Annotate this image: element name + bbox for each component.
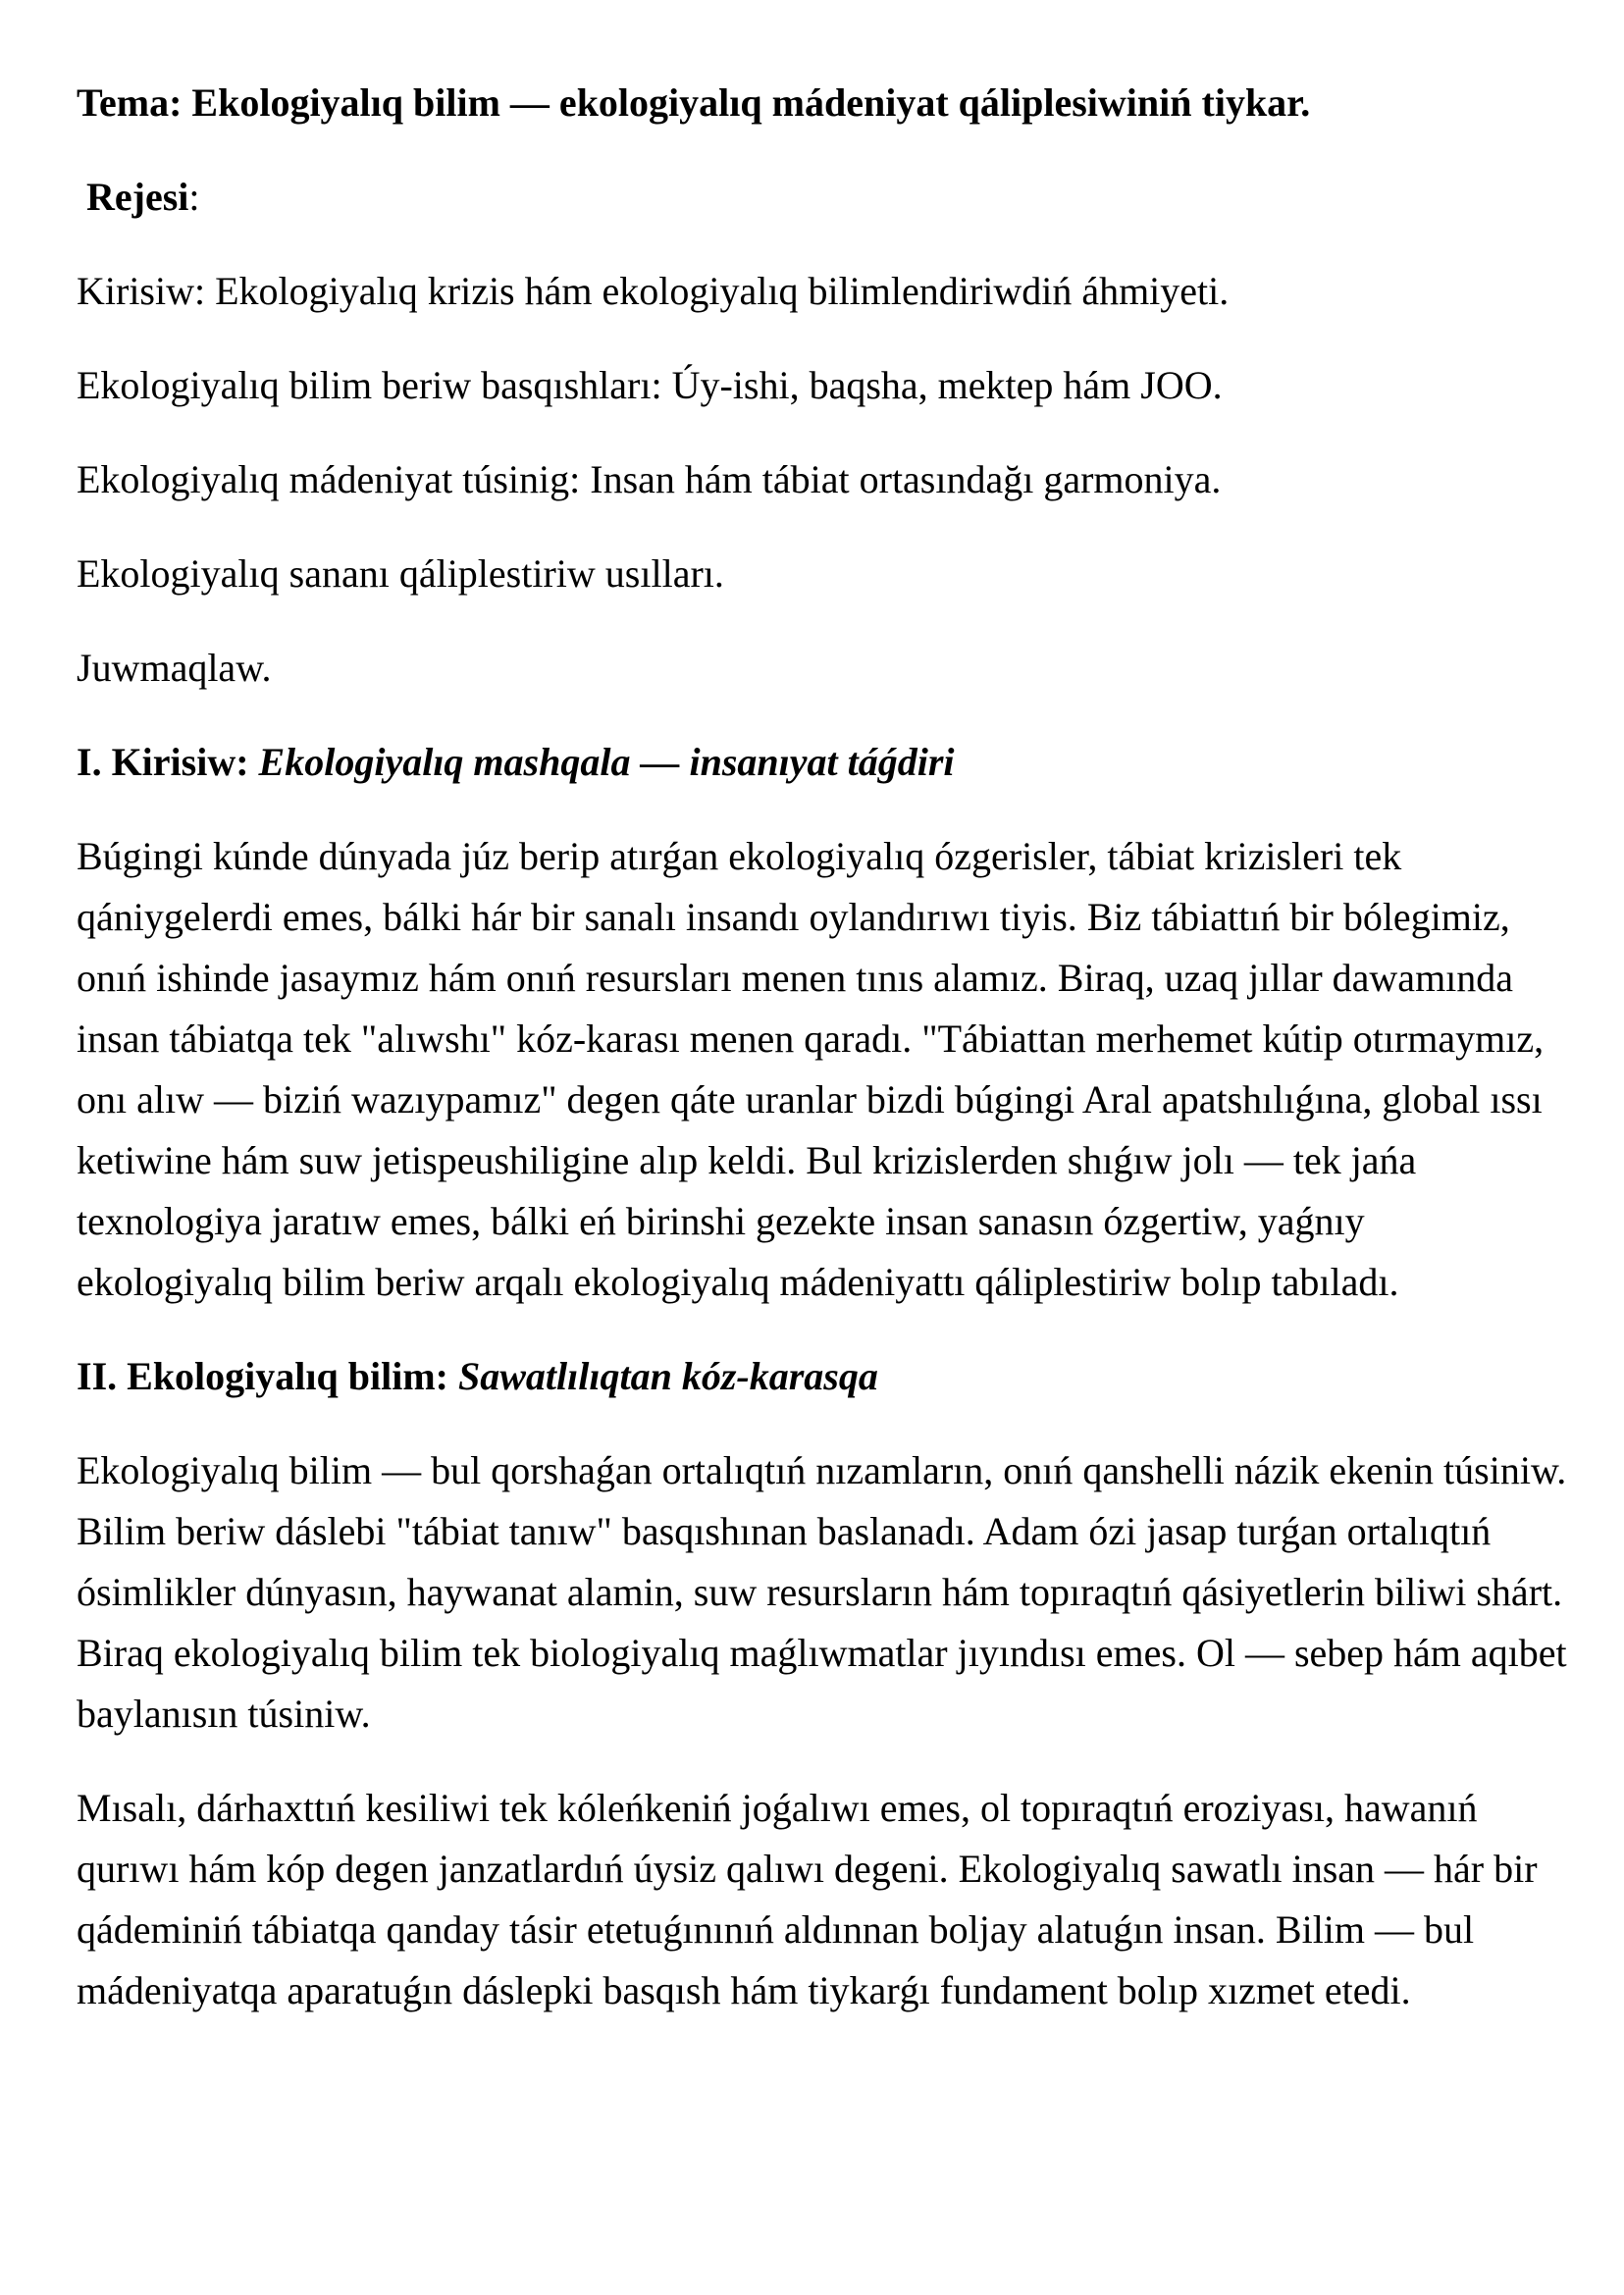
document-page bbox=[77, 73, 1568, 2055]
section-2-paragraph-1: Ekologiyalıq bilim — bul qorshaǵan ortalıqtıń nızamların, onıń qanshelli názik ekenin túsiniw. Bilim beriw dáslebi "tábiat tanıw" basqıshınan baslanadı. Adam ózi jasap turǵan ortalıqtıń ósimlikler dúnyasın, haywanat alamin, suw resursların hám topıraqtıń qásiyetlerin biliwi shárt. Biraq ekologiyalıq bilim tek biologiyalıq maǵlıwmatlar jıyındısı emes. Ol — sebep hám aqıbet baylanısın túsiniw. bbox=[77, 1448, 1567, 1736]
section-2-heading-subtitle: Sawatlılıqtan kóz-karasqa bbox=[457, 1354, 878, 1398]
plan-item-2: Ekologiyalıq bilim beriw basqıshları: Úy-ishi, baqsha, mektep hám JOO. bbox=[77, 363, 1223, 407]
plan-colon: : bbox=[188, 175, 200, 219]
section-1-heading bbox=[77, 732, 1568, 793]
section-1-heading-prefix: I. Kirisiw: bbox=[77, 740, 259, 784]
section-2-heading bbox=[77, 1346, 1568, 1407]
section-1-paragraph: Búgingi kúnde dúnyada júz berip atırǵan ekologiyalıq ózgerisler, tábiat krizisleri tek qániygelerdi emes, bálki hár bir sanalı insandı oylandırıwı tiyis. Biz tábiattıń bir bólegimiz, onıń ishinde jasaymız hám onıń resursları menen tınıs alamız. Biraq, uzaq jıllar dawamında insan tábiatqa tek "alıwshı" kóz-karası menen qaradı. "Tábiattan merhemet kútip otırmaymız, onı alıw — biziń wazıypamız" degen qáte uranlar bizdi búgingi Aral apatshılıǵına, global ıssı ketiwine hám suw jetispeushiligine alıp keldi. Bul krizislerden shıǵıw jolı — tek jańa texnologiya jaratıw emes, bálki eń birinshi gezekte insan sanasın ózgertiw, yaǵnıy ekologiyalıq bilim beriw arqalı ekologiyalıq mádeniyattı qáliplestiriw bolıp tabıladı. bbox=[77, 834, 1545, 1304]
plan-heading bbox=[77, 167, 1568, 228]
plan-item-1: Kirisiw: Ekologiyalıq krizis hám ekologiyalıq bilimlendiriwdiń áhmiyeti. bbox=[77, 269, 1230, 313]
section-1-heading-subtitle: Ekologiyalıq mashqala — insanıyat táǵdiri bbox=[258, 740, 955, 784]
document-title: Tema: Ekologiyalıq bilim — ekologiyalıq mádeniyat qáliplesiwiniń tiykar. bbox=[77, 80, 1311, 125]
plan-label: Rejesi bbox=[86, 175, 189, 219]
section-2-heading-prefix: II. Ekologiyalıq bilim: bbox=[77, 1354, 458, 1398]
plan-item-4: Ekologiyalıq sananı qáliplestiriw usılları. bbox=[77, 551, 724, 596]
plan-item-5: Juwmaqlaw. bbox=[77, 646, 272, 690]
plan-item-3: Ekologiyalıq mádeniyat túsinig: Insan hám tábiat ortasındağı garmoniya. bbox=[77, 457, 1222, 501]
section-2-paragraph-2: Mısalı, dárhaxttıń kesiliwi tek kóleńkeniń joǵalıwı emes, ol topıraqtıń eroziyası, hawanıń qurıwı hám kóp degen janzatlardıń úysiz qalıwı degeni. Ekologiyalıq sawatlı insan — hár bir qádeminiń tábiatqa qanday tásir etetuǵınınıń aldınnan boljay alatuǵın insan. Bilim — bul mádeniyatqa aparatuǵın dáslepki basqısh hám tiykarǵı fundament bolıp xızmet etedi. bbox=[77, 1786, 1538, 2012]
